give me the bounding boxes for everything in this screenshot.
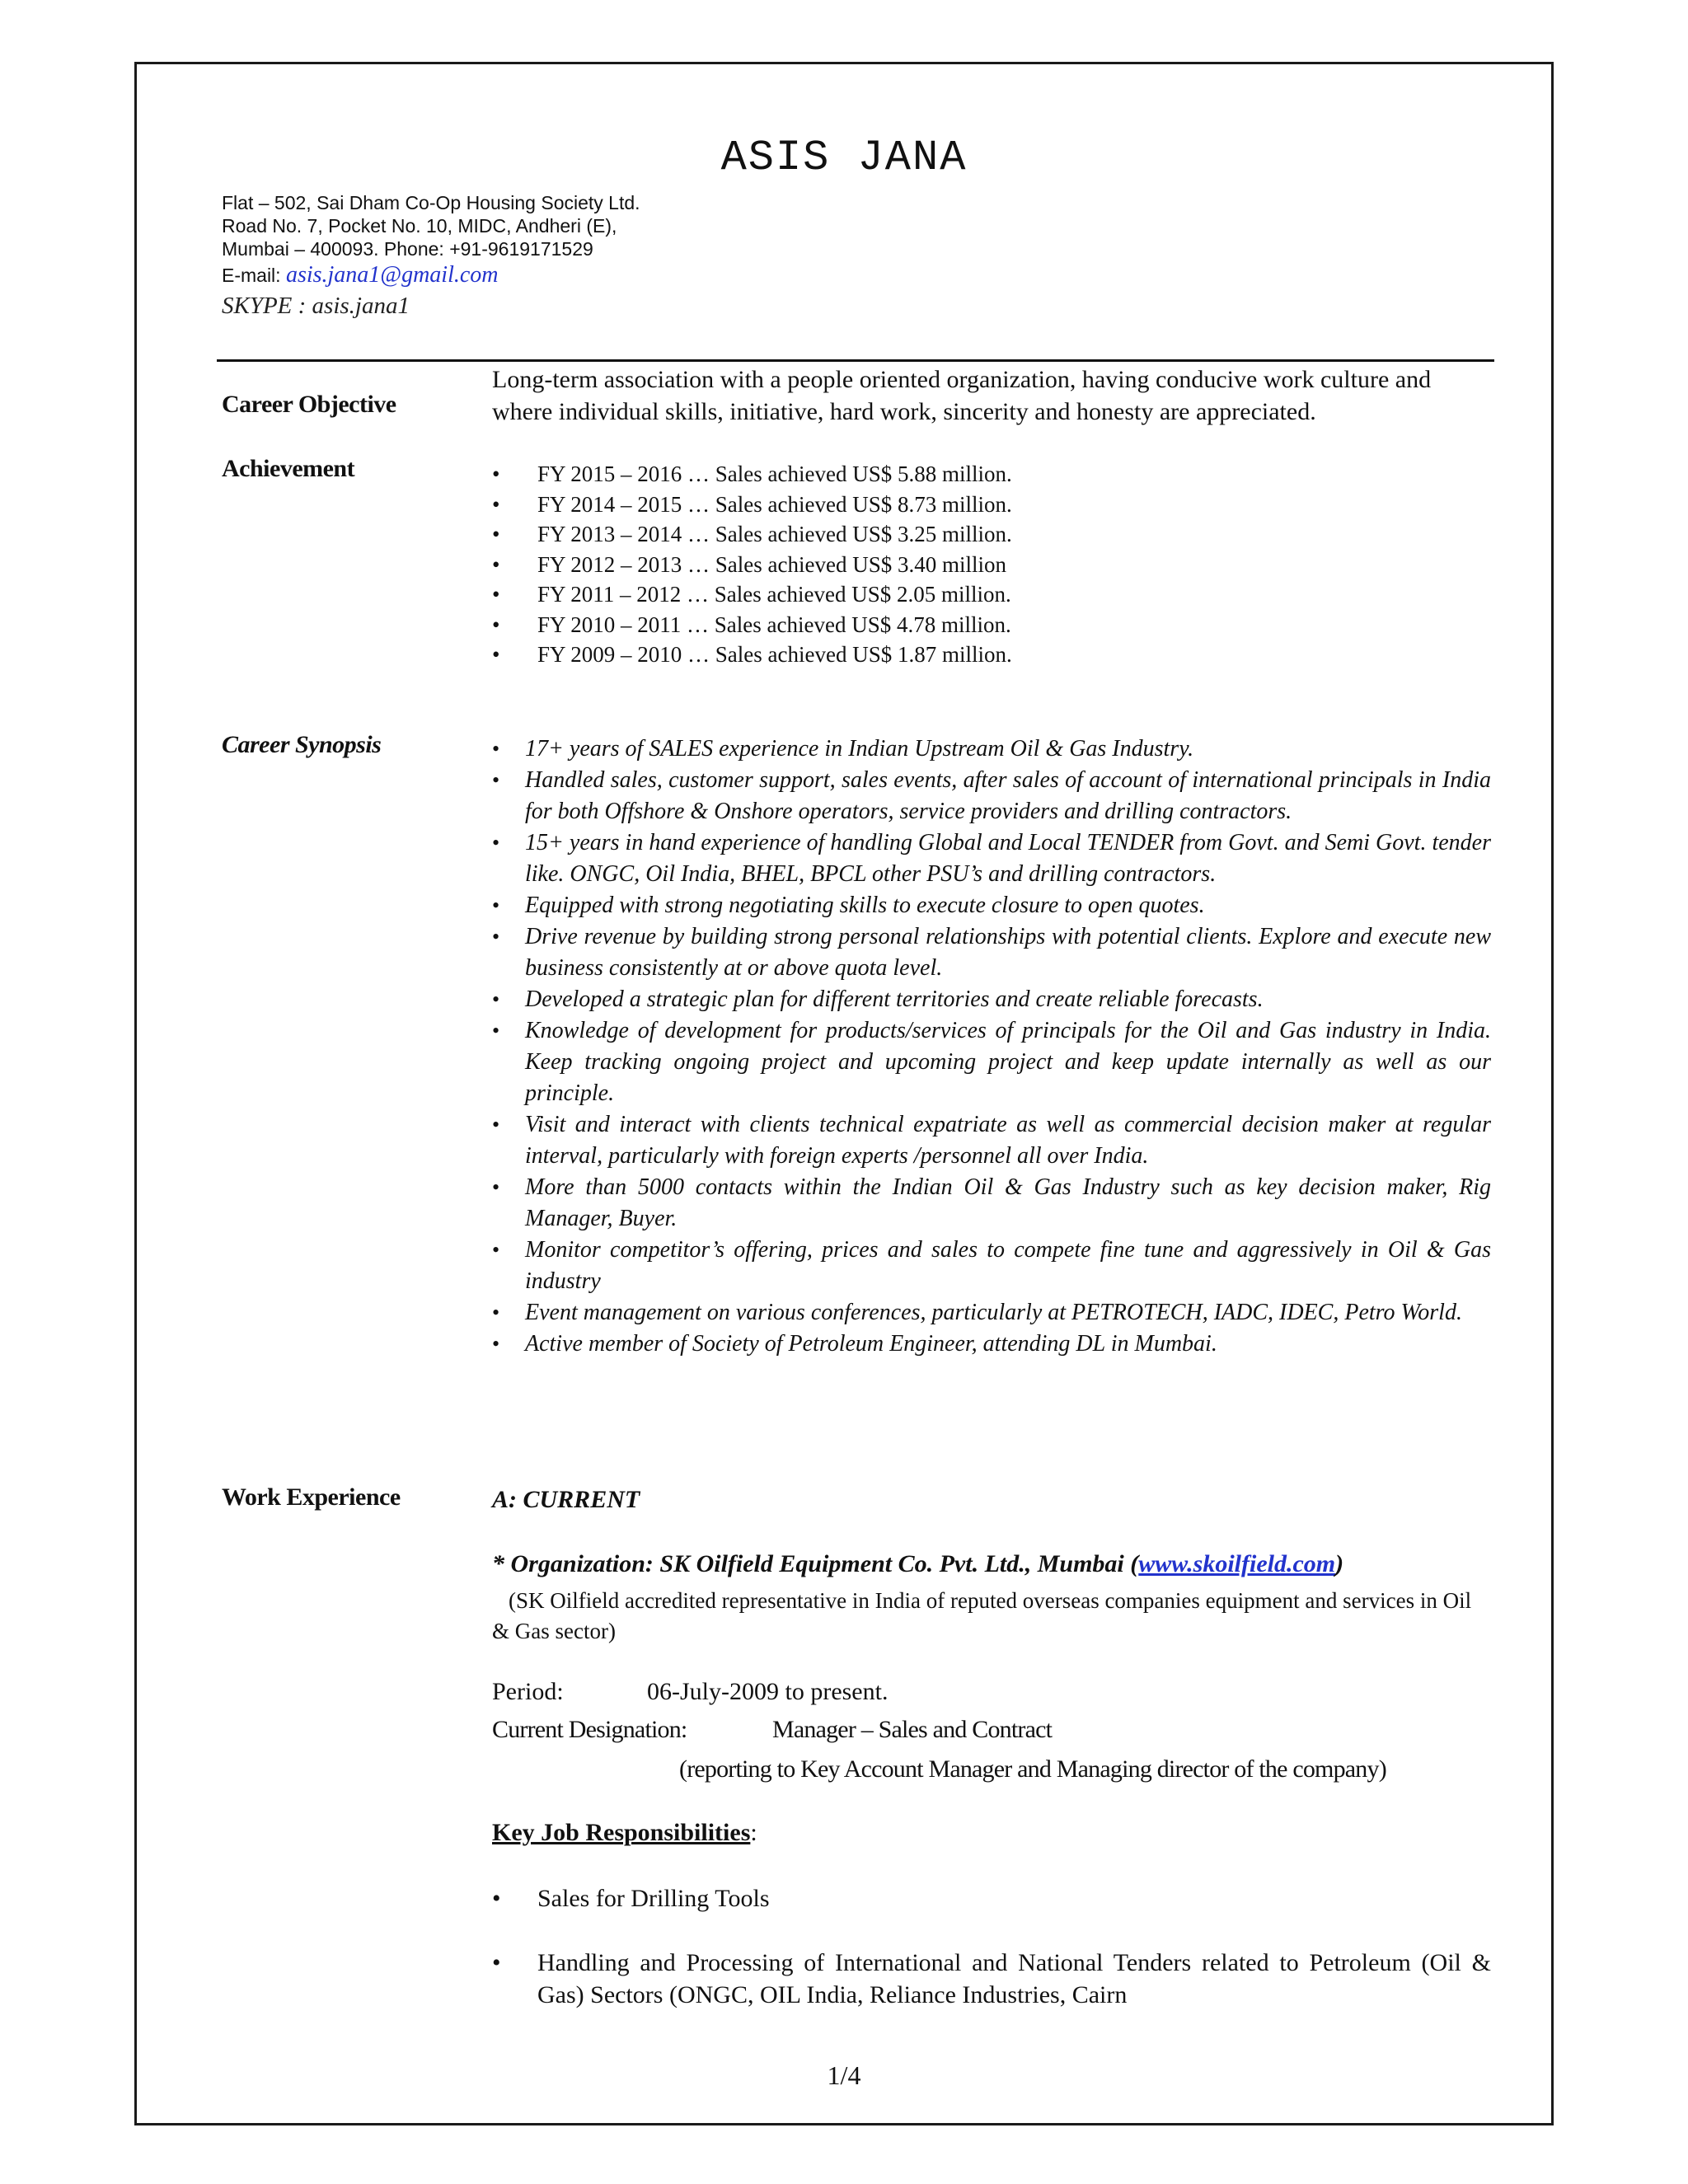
bullet-icon: •: [492, 925, 500, 949]
address-line: Flat – 502, Sai Dham Co-Op Housing Society Ltd.: [222, 192, 640, 213]
bullet-icon: •: [492, 1301, 500, 1324]
organization-description: (SK Oilfield accredited representative in India of reputed overseas companies equipment and services in Oil & Gas sector): [492, 1588, 1472, 1643]
list-item: • FY 2014 – 2015 … Sales achieved US$ 8.73 million.: [492, 490, 1012, 520]
list-item: • Monitor competitor’s offering, prices and sales to compete fine tune and aggressively in Oil & Gas industry: [492, 1235, 1491, 1297]
designation-label: Current Designation:: [492, 1716, 687, 1743]
list-item: • Handled sales, customer support, sales events, after sales of account of international principals in India for both Offshore & Onshore operators, service providers and drilling contractors.: [492, 765, 1491, 827]
bullet-icon: •: [492, 893, 500, 917]
address-line: Mumbai – 400093. Phone: +91-9619171529: [222, 238, 593, 260]
period-label: Period:: [492, 1678, 564, 1705]
organization-line: * Organization: SK Oilfield Equipment Co. Pvt. Ltd., Mumbai (www.skoilfield.com): [492, 1550, 1344, 1577]
bullet-icon: •: [492, 831, 500, 855]
page-number: 1/4: [827, 2060, 861, 2090]
bullet-icon: •: [492, 522, 500, 546]
bullet-icon: •: [492, 768, 500, 792]
bullet-icon: •: [492, 642, 500, 667]
list-item: • Event management on various conferences, particularly at PETROTECH, IADC, IDEC, Petro World.: [492, 1297, 1491, 1329]
list-item: • Knowledge of development for products/services of principals for the Oil and Gas industry in India. Keep tracking ongoing project and upcoming project and keep update internally as well as our principle.: [492, 1015, 1491, 1109]
career-synopsis-list: [492, 733, 1491, 1360]
bullet-icon: •: [492, 1175, 500, 1199]
list-item: • Sales for Drilling Tools: [492, 1882, 1491, 1915]
bullet-icon: •: [492, 1949, 501, 1976]
achievement-label: Achievement: [222, 455, 355, 482]
work-experience-label: Work Experience: [222, 1483, 401, 1511]
designation-value: Manager – Sales and Contract: [772, 1716, 1053, 1743]
bullet-icon: •: [492, 462, 500, 486]
bullet-icon: •: [492, 612, 500, 637]
bullet-icon: •: [492, 491, 500, 517]
list-item: • FY 2015 – 2016 … Sales achieved US$ 5.88 million.: [492, 459, 1012, 490]
skype-id: SKYPE : asis.jana1: [222, 293, 410, 319]
list-item: • Handling and Processing of International and National Tenders related to Petroleum (Oil & Gas) Sectors (ONGC, OIL India, Reliance Industries, Cairn: [492, 1947, 1491, 2011]
candidate-name: ASIS JANA: [720, 134, 968, 182]
list-item: • 17+ years of SALES experience in Indian Upstream Oil & Gas Industry.: [492, 733, 1491, 765]
career-synopsis-label: Career Synopsis: [222, 731, 382, 758]
career-objective-label: Career Objective: [222, 391, 396, 418]
list-item: • FY 2012 – 2013 … Sales achieved US$ 3.40 million: [492, 550, 1012, 580]
company-website-link[interactable]: www.skoilfield.com: [1138, 1550, 1336, 1577]
address-block: [222, 191, 640, 260]
list-item: • More than 5000 contacts within the Indian Oil & Gas Industry such as key decision maker, Rig Manager, Buyer.: [492, 1172, 1491, 1235]
list-item: • FY 2013 – 2014 … Sales achieved US$ 3.25 million.: [492, 519, 1012, 550]
list-item: • 15+ years in hand experience of handling Global and Local TENDER from Govt. and Semi Govt. tender like. ONGC, Oil India, BHEL, BPCL other PSU’s and drilling contractors.: [492, 827, 1491, 890]
email-link[interactable]: asis.jana1@gmail.com: [285, 262, 499, 288]
list-item: • FY 2011 – 2012 … Sales achieved US$ 2.05 million.: [492, 579, 1012, 610]
period-row: [492, 1678, 889, 1706]
designation-row: [492, 1716, 1053, 1744]
list-item: • Developed a strategic plan for different territories and create reliable forecasts.: [492, 984, 1491, 1015]
email-line: [222, 262, 499, 288]
bullet-icon: •: [492, 1885, 501, 1912]
achievement-list: [492, 459, 1012, 670]
header-divider: [217, 359, 1494, 362]
list-item: • Equipped with strong negotiating skills to execute closure to open quotes.: [492, 890, 1491, 921]
list-item: • Active member of Society of Petroleum Engineer, attending DL in Mumbai.: [492, 1329, 1491, 1360]
bullet-icon: •: [492, 1332, 500, 1356]
list-item: • FY 2009 – 2010 … Sales achieved US$ 1.87 million.: [492, 640, 1012, 670]
bullet-icon: •: [492, 737, 500, 761]
bullet-icon: •: [492, 1019, 500, 1043]
key-responsibilities-heading: Key Job Responsibilities:: [492, 1819, 757, 1846]
list-item: • Drive revenue by building strong personal relationships with potential clients. Explore and execute new business consistently at or above quota level.: [492, 921, 1491, 984]
reporting-note: (reporting to Key Account Manager and Managing director of the company): [679, 1755, 1386, 1783]
current-job-heading: A: CURRENT: [492, 1486, 640, 1513]
bullet-icon: •: [492, 1238, 500, 1262]
bullet-icon: •: [492, 1113, 500, 1137]
career-objective-text: Long-term association with a people oriented organization, having conducive work culture and where individual skills, initiative, hard work, sincerity and honesty are appreciated.: [492, 366, 1432, 425]
bullet-icon: •: [492, 987, 500, 1011]
email-label: E-mail:: [222, 265, 281, 286]
list-item: • Visit and interact with clients technical expatriate as well as commercial decision maker at regular interval, particularly with foreign experts /personnel all over India.: [492, 1109, 1491, 1172]
bullet-icon: •: [492, 582, 500, 607]
bullet-icon: •: [492, 551, 500, 577]
address-line: Road No. 7, Pocket No. 10, MIDC, Andheri (E),: [222, 215, 617, 237]
period-value: 06-July-2009 to present.: [647, 1678, 889, 1705]
list-item: • FY 2010 – 2011 … Sales achieved US$ 4.78 million.: [492, 610, 1012, 640]
responsibilities-list: [492, 1882, 1491, 2011]
